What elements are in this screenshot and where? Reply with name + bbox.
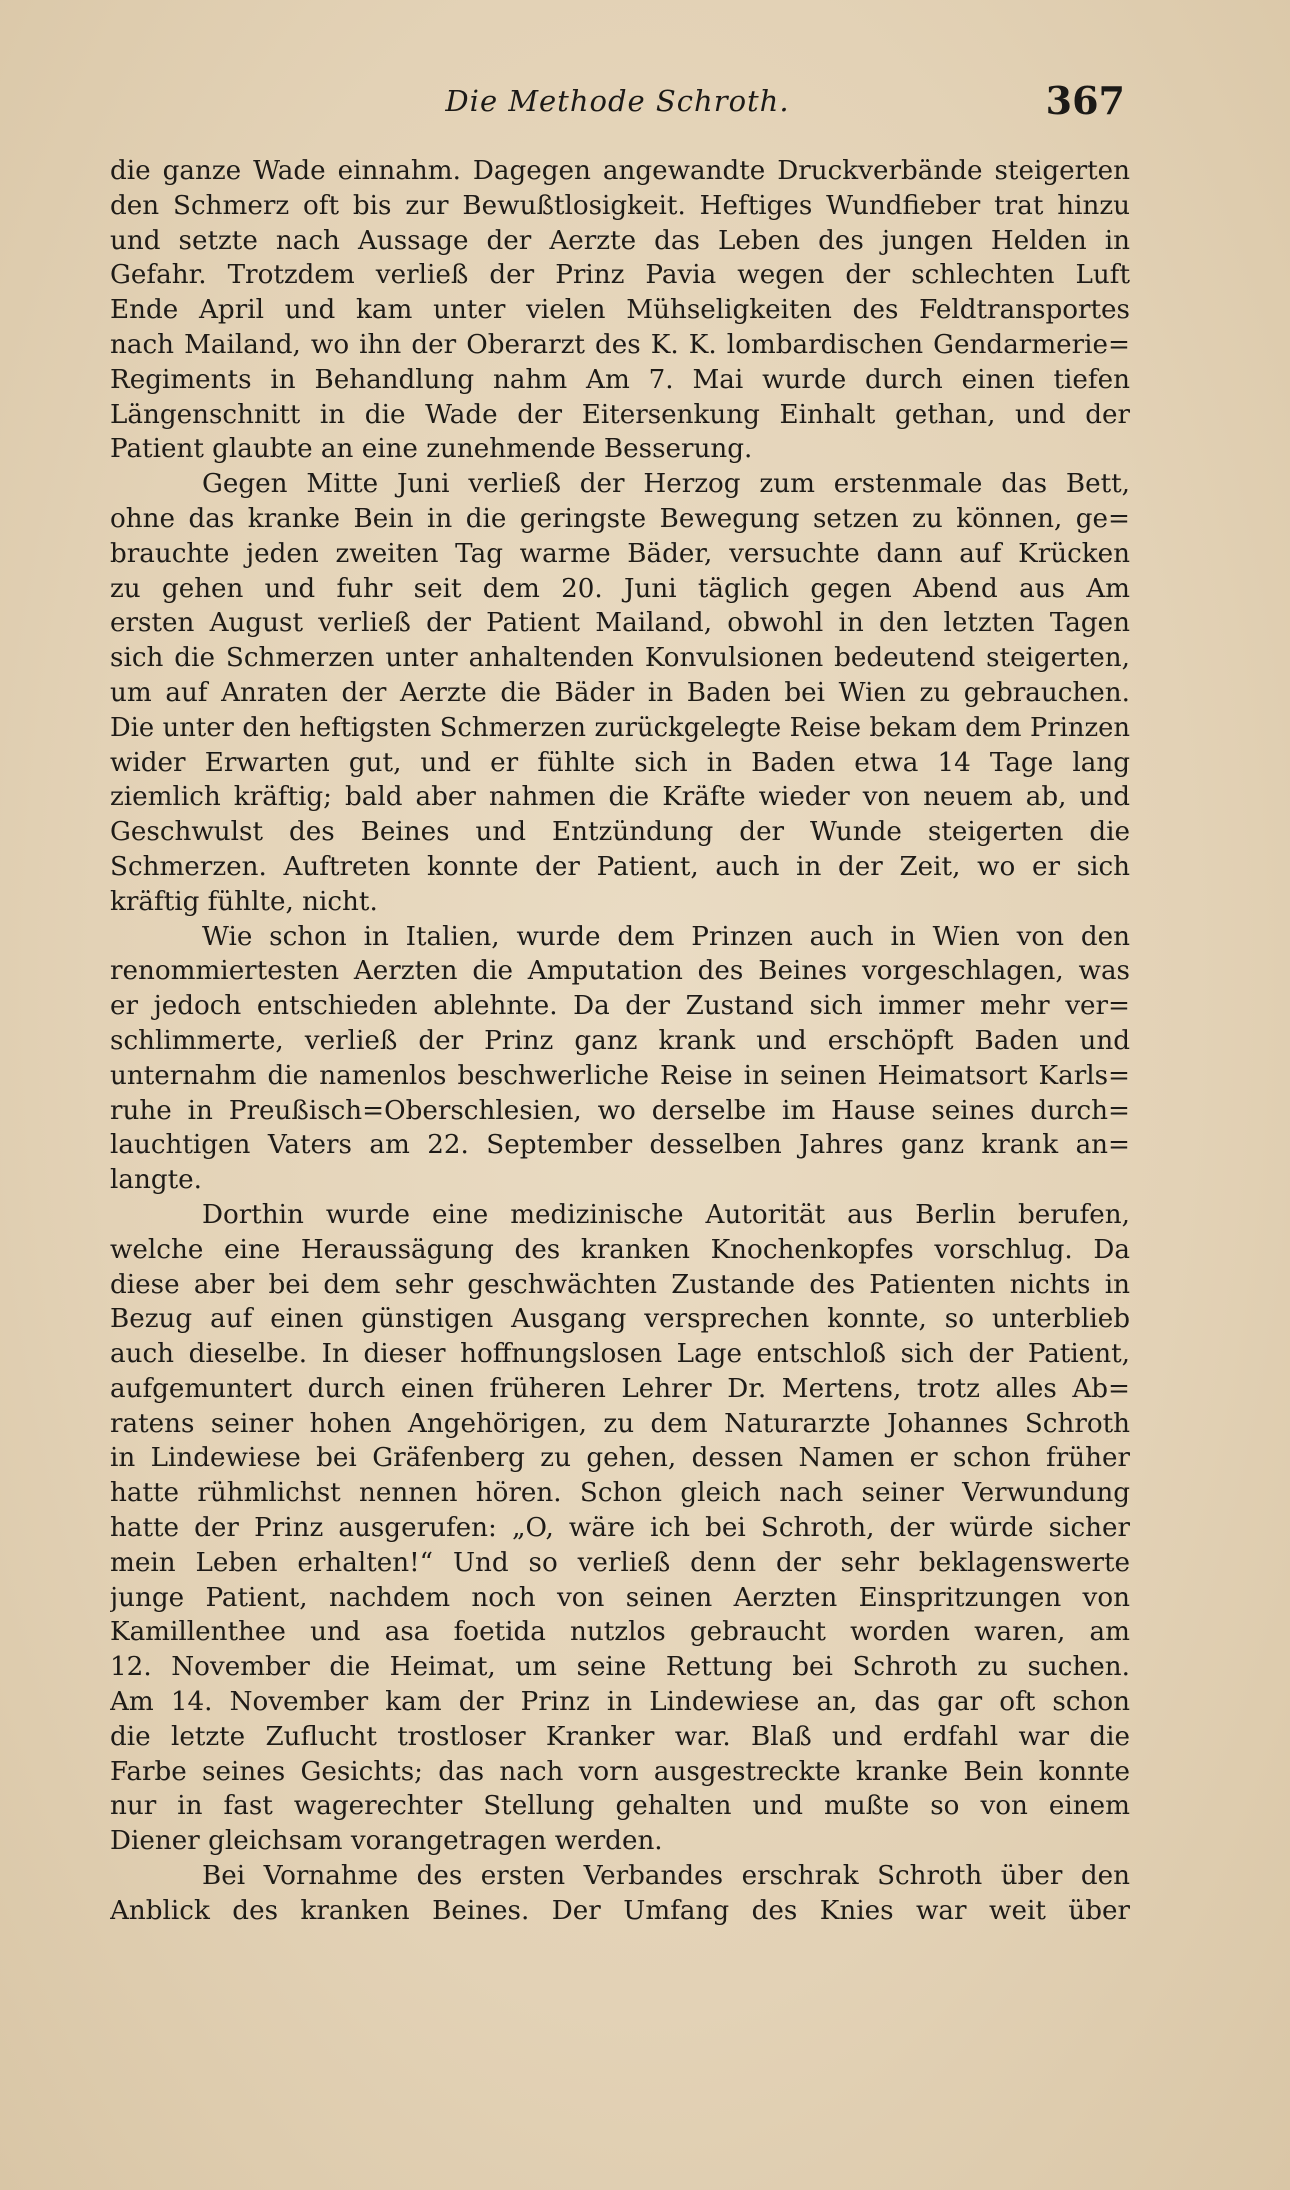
text-line: renommiertesten Aerzten die Amputation des Beines vorgeschlagen, was bbox=[110, 956, 1130, 987]
text-line: unternahm die namenlos beschwerliche Reise in seinen Heimatsort Karls= bbox=[110, 1060, 1130, 1091]
text-line: ziemlich kräftig; bald aber nahmen die Kräfte wieder von neuem ab, und bbox=[110, 782, 1130, 813]
text-line: Farbe seines Gesichts; das nach vorn ausgestreckte kranke Bein konnte bbox=[110, 1756, 1130, 1787]
text-line: er jedoch entschieden ablehnte. Da der Zustand sich immer mehr ver= bbox=[110, 991, 1130, 1022]
text-line: Gegen Mitte Juni verließ der Herzog zum erstenmale das Bett, bbox=[202, 469, 1130, 500]
text-line: ohne das kranke Bein in die geringste Bewegung setzen zu können, ge= bbox=[110, 503, 1130, 534]
text-line: lauchtigen Vaters am 22. September desselben Jahres ganz krank an= bbox=[110, 1130, 1130, 1161]
text-line: Ende April und kam unter vielen Mühseligkeiten des Feldtransportes bbox=[110, 295, 1130, 326]
text-line: Gefahr. Trotzdem verließ der Prinz Pavia wegen der schlechten Luft bbox=[110, 260, 1130, 291]
text-line: Anblick des kranken Beines. Der Umfang des Knies war weit über bbox=[110, 1895, 1130, 1926]
text-line: den Schmerz oft bis zur Bewußtlosigkeit. Heftiges Wundfieber trat hinzu bbox=[110, 190, 1130, 221]
text-line: nur in fast wagerechter Stellung gehalten und mußte so von einem bbox=[110, 1791, 1130, 1822]
page-header bbox=[110, 78, 1125, 128]
text-line: hatte der Prinz ausgerufen: „O, wäre ich bei Schroth, der würde sicher bbox=[110, 1513, 1130, 1544]
text-line: Dorthin wurde eine medizinische Autorität aus Berlin berufen, bbox=[202, 1199, 1130, 1230]
text-line: zu gehen und fuhr seit dem 20. Juni täglich gegen Abend aus Am bbox=[110, 573, 1130, 604]
text-line: ersten August verließ der Patient Mailand, obwohl in den letzten Tagen bbox=[110, 608, 1130, 639]
text-line: die ganze Wade einnahm. Dagegen angewandte Druckverbände steigerten bbox=[110, 156, 1130, 186]
text-line: ruhe in Preußisch=Oberschlesien, wo derselbe im Hause seines durch= bbox=[110, 1095, 1130, 1126]
text-line: Schmerzen. Auftreten konnte der Patient, auch in der Zeit, wo er sich bbox=[110, 851, 1130, 882]
text-line: junge Patient, nachdem noch von seinen Aerzten Einspritzungen von bbox=[110, 1582, 1130, 1613]
text-line: und setzte nach Aussage der Aerzte das Leben des jungen Helden in bbox=[110, 225, 1130, 256]
text-line: wider Erwarten gut, und er fühlte sich in Baden etwa 14 Tage lang bbox=[110, 747, 1130, 778]
text-line: Regiments in Behandlung nahm Am 7. Mai wurde durch einen tiefen bbox=[110, 364, 1130, 395]
text-line: hatte rühmlichst nennen hören. Schon gleich nach seiner Verwundung bbox=[110, 1478, 1130, 1509]
text-line: ratens seiner hohen Angehörigen, zu dem Naturarzte Johannes Schroth bbox=[110, 1408, 1130, 1439]
text-line: diese aber bei dem sehr geschwächten Zustande des Patienten nichts in bbox=[110, 1269, 1130, 1300]
text-line: Patient glaubte an eine zunehmende Besserung. bbox=[110, 434, 753, 465]
text-line: mein Leben erhalten!“ Und so verließ denn der sehr beklagenswerte bbox=[110, 1547, 1130, 1578]
text-line: schlimmerte, verließ der Prinz ganz krank und erschöpft Baden und bbox=[110, 1025, 1130, 1056]
text-line: kräftig fühlte, nicht. bbox=[110, 886, 378, 917]
text-line: sich die Schmerzen unter anhaltenden Konvulsionen bedeutend steigerten, bbox=[110, 643, 1130, 674]
text-line: Wie schon in Italien, wurde dem Prinzen auch in Wien von den bbox=[202, 921, 1130, 952]
text-line: Längenschnitt in die Wade der Eitersenkung Einhalt gethan, und der bbox=[110, 399, 1130, 430]
text-line: welche eine Heraussägung des kranken Knochenkopfes vorschlug. Da bbox=[110, 1234, 1130, 1265]
text-line: Kamillenthee und asa foetida nutzlos gebraucht worden waren, am bbox=[110, 1617, 1130, 1648]
text-line: Die unter den heftigsten Schmerzen zurückgelegte Reise bekam dem Prinzen bbox=[110, 712, 1130, 743]
text-line: die letzte Zuflucht trostloser Kranker war. Blaß und erdfahl war die bbox=[110, 1721, 1130, 1752]
text-line: nach Mailand, wo ihn der Oberarzt des K. K. lombardischen Gendarmerie= bbox=[110, 329, 1130, 360]
text-line: brauchte jeden zweiten Tag warme Bäder, versuchte dann auf Krücken bbox=[110, 538, 1130, 569]
text-line: 12. November die Heimat, um seine Rettung bei Schroth zu suchen. bbox=[110, 1652, 1130, 1683]
text-line: Geschwulst des Beines und Entzündung der Wunde steigerten die bbox=[110, 817, 1130, 848]
text-line: aufgemuntert durch einen früheren Lehrer Dr. Mertens, trotz alles Ab= bbox=[110, 1373, 1130, 1404]
text-line: Bezug auf einen günstigen Ausgang versprechen konnte, so unterblieb bbox=[110, 1304, 1130, 1335]
text-line: Bei Vornahme des ersten Verbandes erschrak Schroth über den bbox=[202, 1861, 1130, 1892]
text-line: Diener gleichsam vorangetragen werden. bbox=[110, 1826, 663, 1857]
text-line: langte. bbox=[110, 1165, 202, 1196]
text-line: Am 14. November kam der Prinz in Lindewiese an, das gar oft schon bbox=[110, 1687, 1130, 1718]
page-number: 367 bbox=[1045, 78, 1125, 123]
text-line: um auf Anraten der Aerzte die Bäder in Baden bei Wien zu gebrauchen. bbox=[110, 677, 1130, 708]
running-title: Die Methode Schroth. bbox=[445, 84, 790, 118]
body-text bbox=[110, 154, 1130, 1929]
text-line: in Lindewiese bei Gräfenberg zu gehen, dessen Namen er schon früher bbox=[110, 1443, 1130, 1474]
text-line: auch dieselbe. In dieser hoffnungslosen Lage entschloß sich der Patient, bbox=[110, 1339, 1130, 1370]
